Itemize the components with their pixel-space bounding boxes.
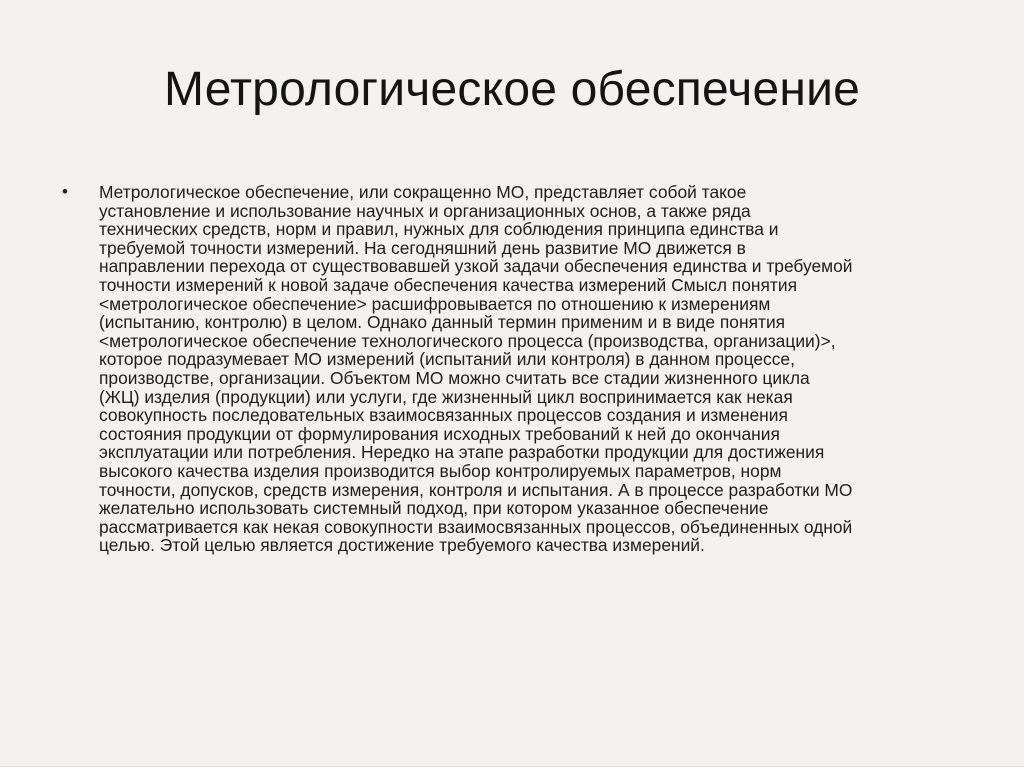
bullet-item [62, 183, 974, 555]
slide-title: Метрологическое обеспечение [163, 63, 861, 116]
bullet-paragraph: Метрологическое обеспечение, или сокращенно МО, представляет собой такое установление и использование научных и организационных основ, а также ряда технических средств, норм и правил, нужных для соблюдения принципа единства и требуемой точности измерений. На сегодняшний день развитие МО движется в направлении перехода от существовавшей узкой задачи обеспечения единства и требуемой точности измерений к новой задаче обеспечения качества измерений Смысл понятия <метрологическое обеспечение> расшифровывается по отношению к измерениям (испытанию, контролю) в целом. Однако данный термин применим и в виде понятия <метрологическое обеспечение технологического процесса (производства, организации)>, которое подразумевает МО измерений (испытаний или контроля) в данном процессе, производстве, организации. Объектом МО можно считать все стадии жизненного цикла (ЖЦ) изделия (продукции) или услуги, где жизненный цикл воспринимается как некая совокупность последовательных взаимосвязанных процессов создания и изменения состояния продукции от формулирования исходных требований к ней до окончания эксплуатации или потребления. Нередко на этапе разработки продукции для достижения высокого качества изделия производится выбор контролируемых параметров, норм точности, допусков, средств измерения, контроля и испытания. А в процессе разработки МО желательно использовать системный подход, при котором указанное обеспечение рассматривается как некая совокупности взаимосвязанных процессов, объединенных одной целью. Этой целью является достижение требуемого качества измерений. [99, 182, 853, 556]
bullet-list [62, 183, 974, 555]
bullet-icon: • [62, 182, 68, 201]
